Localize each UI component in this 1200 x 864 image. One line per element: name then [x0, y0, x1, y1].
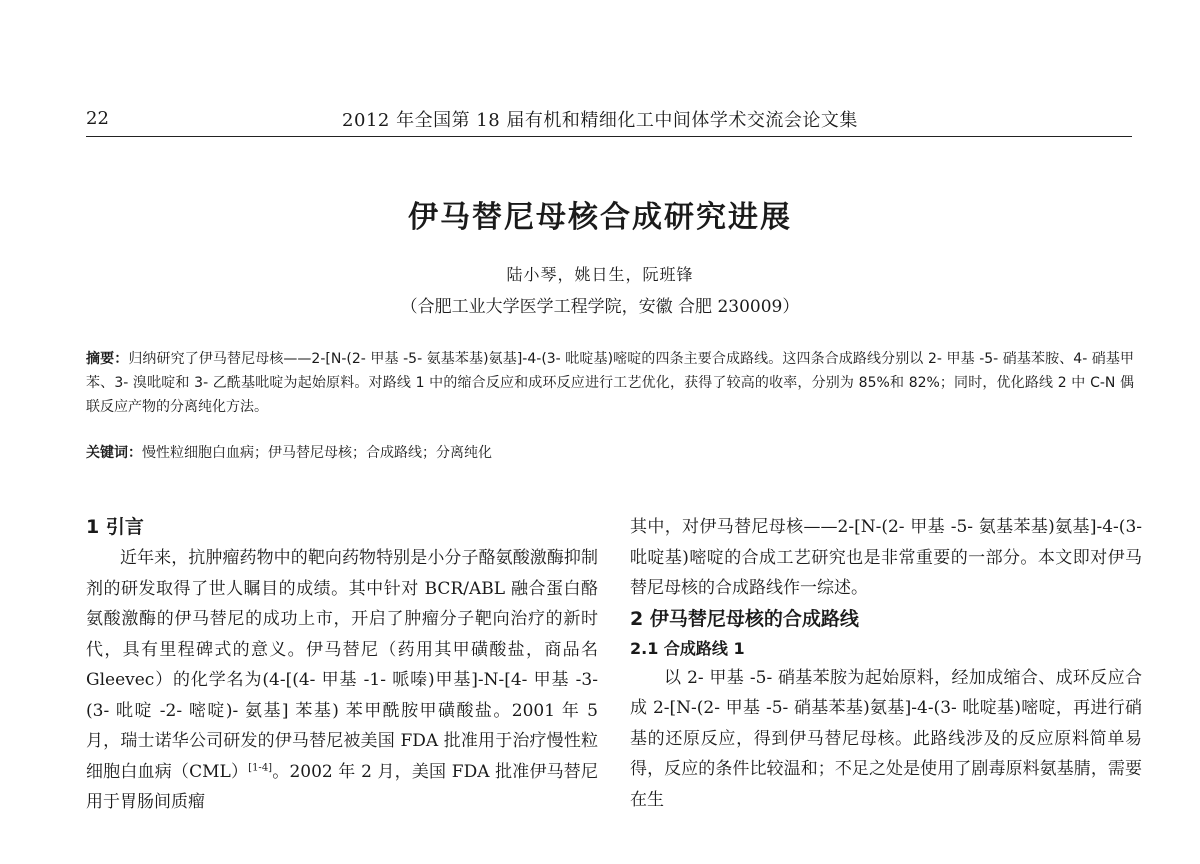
keywords-label: 关键词： [86, 445, 142, 461]
intro-paragraph [86, 543, 598, 818]
header-rule [86, 136, 1132, 137]
keywords [86, 441, 1134, 465]
intro-text: 近年来，抗肿瘤药物中的靶向药物特别是小分子酪氨酸激酶抑制剂的研发取得了世人瞩目的成绩。其中针对 BCR/ABL 融合蛋白酪氨酸激酶的伊马替尼的成功上市，开启了肿瘤分子靶向治疗的新时代，具有里程碑式的意义。伊马替尼（药用其甲磺酸盐，商品名 Gleevec）的化学名为(4-[(4- 甲基 -1- 哌嗪)甲基]-N-[4- 甲基 -3-(3- 吡啶 -2- 嘧啶)- 氨基] 苯基) 苯甲酰胺甲磺酸盐。2001 年 5 月，瑞士诺华公司研发的伊马替尼被美国 FDA 批准用于治疗慢性粒细胞白血病（CML） [86, 548, 598, 782]
abstract-text: 归纳研究了伊马替尼母核——2-[N-(2- 甲基 -5- 氨基苯基)氨基]-4-(3- 吡啶基)嘧啶的四条主要合成路线。这四条合成路线分别以 2- 甲基 -5- 硝基苯胺、4- 硝基甲苯、3- 溴吡啶和 3- 乙酰基吡啶为起始原料。对路线 1 中的缩合反应和成环反应进行工艺优化，获得了较高的收率，分别为 85%和 82%；同时，优化路线 2 中 C-N 偶联反应产物的分离纯化方法。 [86, 351, 1135, 415]
intro-text-continued: 。2002 年 2 月，美国 FDA 批准伊马替尼用于胃肠间质瘤 [86, 761, 598, 812]
keywords-text: 慢性粒细胞白血病；伊马替尼母核；合成路线；分离纯化 [142, 445, 492, 461]
subsection-heading-route1: 2.1 合成路线 1 [630, 638, 745, 658]
paper-title: 伊马替尼母核合成研究进展 [408, 200, 792, 235]
authors: 陆小琴，姚日生，阮班锋 [506, 265, 694, 284]
route1-paragraph: 以 2- 甲基 -5- 硝基苯胺为起始原料，经加成缩合、成环反应合成 2-[N-(2- 甲基 -5- 硝基苯基)氨基]-4-(3- 吡啶基)嘧啶，再进行硝基的还原反应，得到伊马替尼母核。此路线涉及的反应原料简单易得，反应的条件比较温和；不足之处是使用了剧毒原料氨基腈，需要在生 [630, 667, 1142, 810]
citation: [1-4] [248, 761, 273, 773]
right-column [630, 512, 1142, 815]
abstract-label: 摘要： [86, 351, 129, 367]
affiliation: （合肥工业大学医学工程学院，安徽 合肥 230009） [400, 297, 800, 317]
running-head: 2012 年全国第 18 届有机和精细化工中间体学术交流会论文集 [342, 110, 858, 131]
section-heading-routes: 2 伊马替尼母核的合成路线 [630, 607, 859, 630]
left-column [86, 512, 598, 818]
page-number: 22 [86, 108, 109, 129]
section-heading-intro: 1 引言 [86, 516, 144, 538]
continued-paragraph: 其中，对伊马替尼母核——2-[N-(2- 甲基 -5- 氨基苯基)氨基]-4-(3- 吡啶基)嘧啶的合成工艺研究也是非常重要的一部分。本文即对伊马替尼母核的合成路线作一综述。 [630, 517, 1142, 598]
abstract [86, 347, 1134, 419]
